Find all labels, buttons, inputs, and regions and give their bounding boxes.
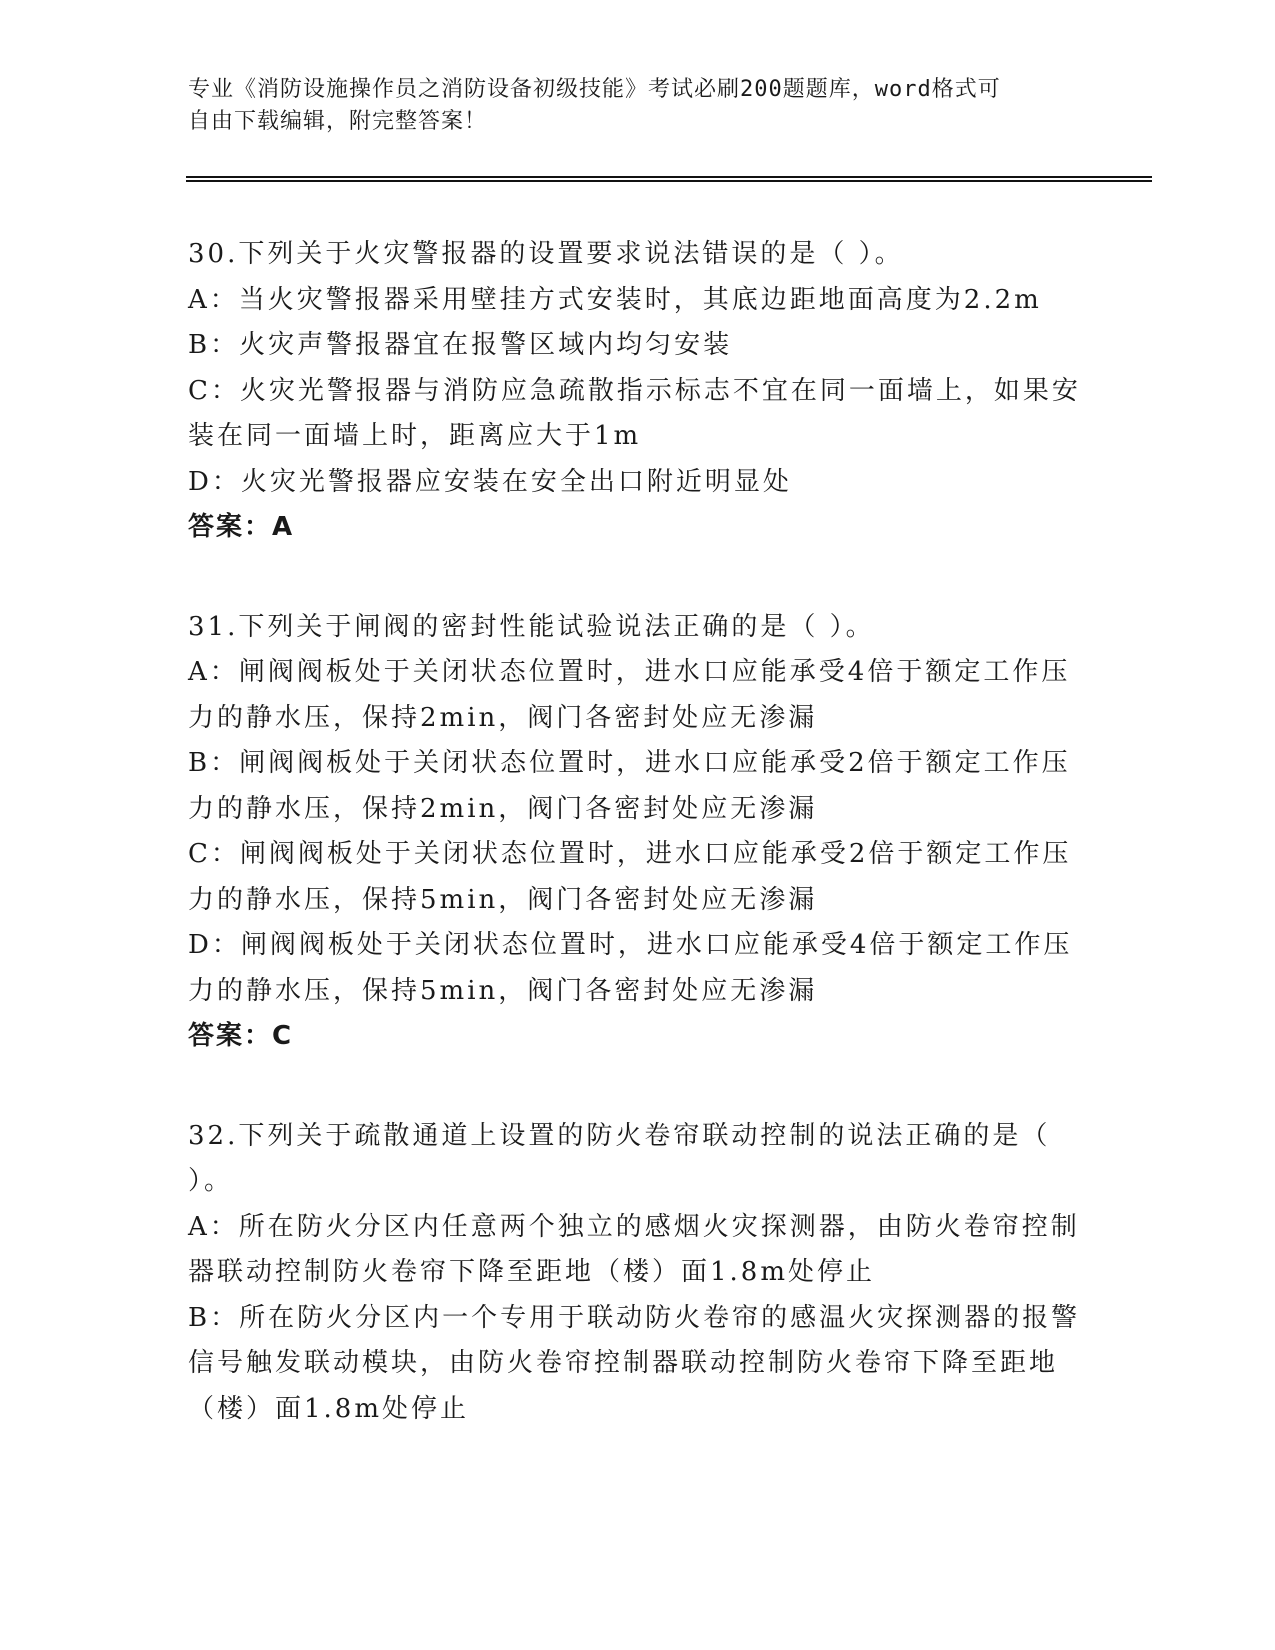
option-c-continued: 装在同一面墙上时，距离应大于1m — [188, 421, 642, 451]
option-a: A：当火灾警报器采用壁挂方式安装时，其底边距地面高度为2.2m — [188, 284, 1042, 315]
question-32 — [188, 1114, 1088, 1433]
option-a-continued: 器联动控制防火卷帘下降至距地（楼）面1.8m处停止 — [188, 1257, 876, 1287]
option-d-continued: 力的静水压，保持5min，阀门各密封处应无渗漏 — [188, 975, 818, 1006]
option-a: A：闸阀阀板处于关闭状态位置时，进水口应能承受4倍于额定工作压 — [188, 657, 1071, 687]
option-b-continued: 力的静水压，保持2min，阀门各密封处应无渗漏 — [188, 793, 818, 824]
option-b: B：火灾声警报器宜在报警区域内均匀安装 — [188, 330, 733, 360]
document-header — [188, 74, 1068, 138]
question-30 — [188, 232, 1088, 551]
option-c: C：闸阀阀板处于关闭状态位置时，进水口应能承受2倍于额定工作压 — [188, 839, 1072, 869]
option-a: A：所在防火分区内任意两个独立的感烟火灾探测器，由防火卷帘控制 — [188, 1211, 1080, 1242]
header-divider — [186, 176, 1152, 182]
option-b: B：闸阀阀板处于关闭状态位置时，进水口应能承受2倍于额定工作压 — [188, 748, 1071, 778]
option-b: B：所在防火分区内一个专用于联动防火卷帘的感温火灾探测器的报警 — [188, 1302, 1081, 1333]
question-stem-continued: ）。 — [188, 1166, 234, 1196]
header-line-1: 专业《消防设施操作员之消防设备初级技能》考试必刷200题题库，word格式可 — [188, 77, 1001, 102]
question-stem: 32.下列关于疏散通道上设置的防火卷帘联动控制的说法正确的是（ — [188, 1120, 1051, 1151]
question-list — [188, 232, 1088, 1486]
option-d: D：火灾光警报器应安装在安全出口附近明显处 — [188, 466, 792, 497]
option-c: C：火灾光警报器与消防应急疏散指示标志不宜在同一面墙上，如果安 — [188, 375, 1081, 406]
option-b-continued: （楼）面1.8m处停止 — [188, 1393, 470, 1424]
option-a-continued: 力的静水压，保持2min，阀门各密封处应无渗漏 — [188, 702, 818, 733]
answer-label: 答案：C — [188, 1021, 294, 1051]
question-stem: 30.下列关于火灾警报器的设置要求说法错误的是（ ）。 — [188, 239, 904, 269]
answer-label: 答案：A — [188, 512, 295, 542]
option-d: D：闸阀阀板处于关闭状态位置时，进水口应能承受4倍于额定工作压 — [188, 930, 1073, 960]
header-line-2: 自由下载编辑，附完整答案！ — [188, 109, 488, 134]
question-31 — [188, 605, 1088, 1060]
option-c-continued: 力的静水压，保持5min，阀门各密封处应无渗漏 — [188, 884, 818, 915]
question-stem: 31.下列关于闸阀的密封性能试验说法正确的是（ ）。 — [188, 611, 875, 642]
option-b-continued: 信号触发联动模块，由防火卷帘控制器联动控制防火卷帘下降至距地 — [188, 1348, 1059, 1378]
